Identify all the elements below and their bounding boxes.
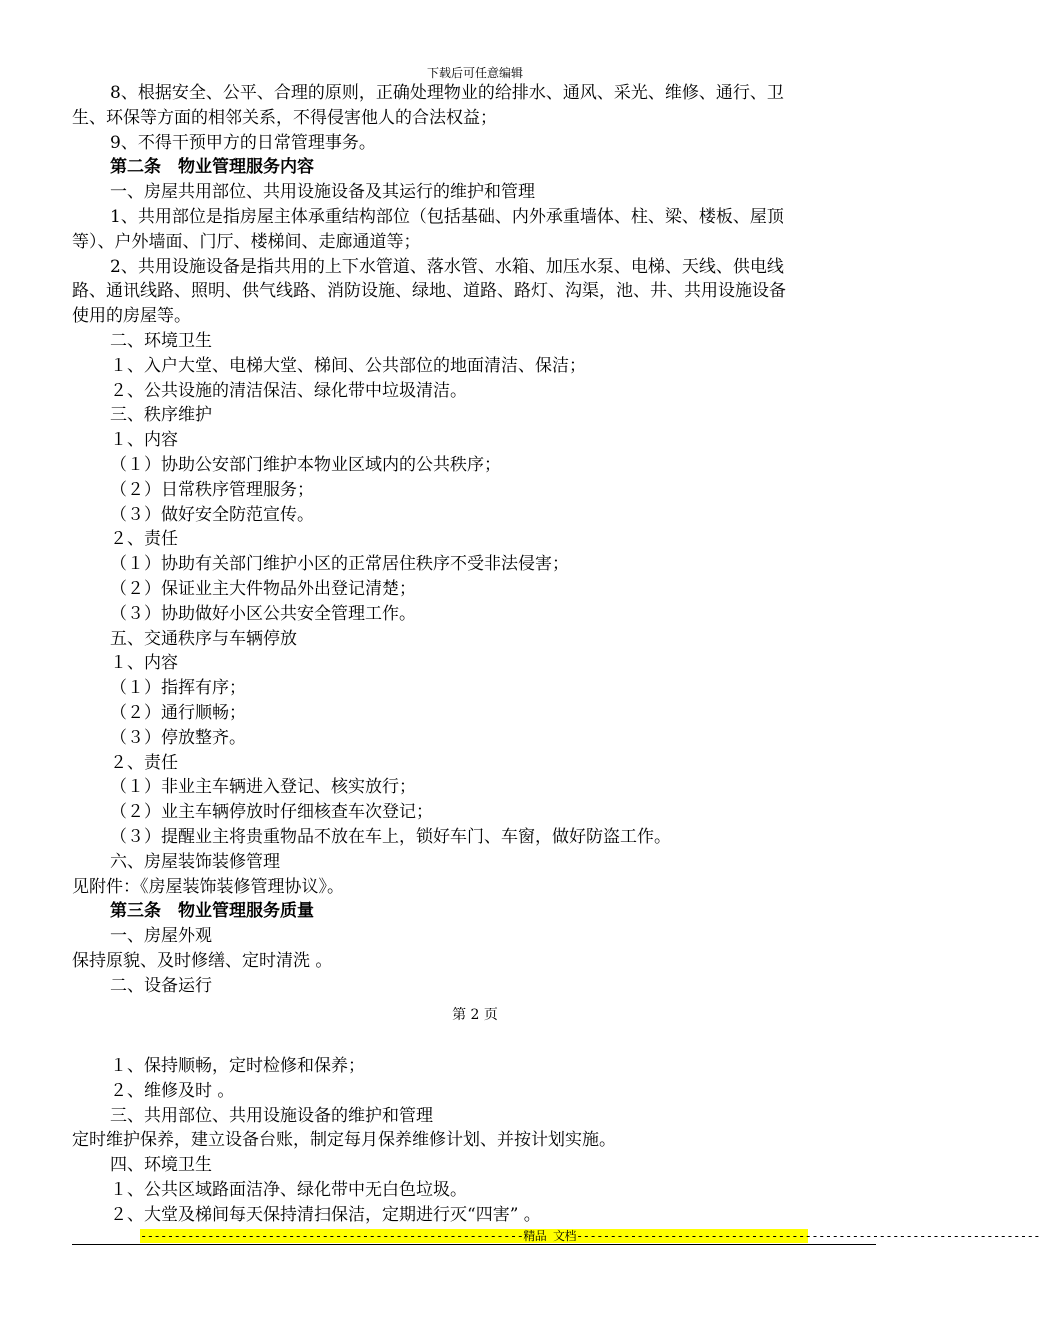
text-line: 二、环境卫生 — [110, 330, 212, 351]
text-line: 三、共用部位、共用设施设备的维护和管理 — [110, 1105, 433, 1126]
text-line: 等）、户外墙面、门厅、楼梯间、走廊通道等； — [72, 231, 421, 252]
text-line: 二、设备运行 — [110, 975, 212, 996]
text-line: １、内容 — [110, 430, 178, 451]
text-line: 2、共用设施设备是指共用的上下水管道、落水管、水箱、加压水泵、电梯、天线、供电线 — [110, 256, 784, 277]
text-line: （３）做好安全防范宣传。 — [110, 504, 314, 525]
text-line: 四、环境卫生 — [110, 1155, 212, 1176]
text-line: 见附件：《房屋装饰装修管理协议》。 — [72, 876, 344, 897]
text-line: ２、维修及时 。 — [110, 1080, 235, 1101]
text-line: 保持原貌、及时修缮、定时清洗 。 — [72, 950, 333, 971]
text-line: 8、根据安全、公平、合理的原则，正确处理物业的给排水、通风、采光、维修、通行、卫 — [110, 83, 784, 103]
text-line: （１）协助有关部门维护小区的正常居住秩序不受非法侵害； — [110, 554, 569, 575]
text-line: 一、房屋共用部位、共用设施设备及其运行的维护和管理 — [110, 182, 535, 203]
text-line: 一、房屋外观 — [110, 926, 212, 947]
text-line: （１）非业主车辆进入登记、核实放行； — [110, 777, 416, 798]
text-line: ２、大堂及梯间每天保持清扫保洁，定期进行灭“四害” 。 — [110, 1204, 541, 1225]
text-line: １、入户大堂、电梯大堂、梯间、公共部位的地面清洁、保洁； — [110, 355, 586, 376]
text-line: （３）提醒业主将贵重物品不放在车上，锁好车门、车窗，做好防盗工作。 — [110, 826, 671, 847]
text-line: 三、秩序维护 — [110, 405, 212, 426]
text-line: １、公共区域路面洁净、绿化带中无白色垃圾。 — [110, 1179, 467, 1200]
text-line: ２、公共设施的清洁保洁、绿化带中垃圾清洁。 — [110, 380, 467, 401]
text-line: （２）通行顺畅； — [110, 702, 246, 723]
text-line: ２、责任 — [110, 529, 178, 550]
text-line: 使用的房屋等。 — [72, 306, 191, 327]
text-line: ２、责任 — [110, 752, 178, 773]
text-line: （１）协助公安部门维护本物业区域内的公共秩序； — [110, 454, 501, 475]
page-number: 第 2 页 — [452, 1007, 498, 1023]
footer-watermark-band: ---------------------------------------------------------精品 文档--------------------------------------------------------------------- — [140, 1229, 1040, 1243]
text-line: 定时维护保养，建立设备台账，制定每月保养维修计划、并按计划实施。 — [72, 1130, 616, 1151]
text-line: 生、环保等方面的相邻关系，不得侵害他人的合法权益； — [72, 107, 497, 128]
text-line: （３）停放整齐。 — [110, 727, 246, 748]
page-1-body — [72, 81, 876, 998]
section-heading: 第三条 物业管理服务质量 — [110, 901, 314, 922]
text-line: 六、房屋装饰装修管理 — [110, 851, 280, 872]
text-line: １、内容 — [110, 653, 178, 674]
text-line: 路、通讯线路、照明、供气线路、消防设施、绿地、道路、路灯、沟渠，池、井、共用设施设备 — [72, 281, 786, 302]
text-line: （２）日常秩序管理服务； — [110, 479, 314, 500]
text-line: 9、不得干预甲方的日常管理事务。 — [110, 132, 376, 153]
text-line: （２）业主车辆停放时仔细核查车次登记； — [110, 802, 433, 823]
text-line: （１）指挥有序； — [110, 678, 246, 699]
page-2-body — [72, 1054, 876, 1228]
text-line: （３）协助做好小区公共安全管理工作。 — [110, 603, 416, 624]
header-note: 下载后可任意编辑 — [426, 66, 523, 80]
section-heading: 第二条 物业管理服务内容 — [110, 157, 314, 178]
text-line: 五、交通秩序与车辆停放 — [110, 628, 297, 649]
text-line: １、保持顺畅，定时检修和保养； — [110, 1056, 365, 1076]
text-line: 1、共用部位是指房屋主体承重结构部位（包括基础、内外承重墙体、柱、梁、楼板、屋顶 — [110, 206, 784, 227]
text-line: （２）保证业主大件物品外出登记清楚； — [110, 578, 416, 599]
footer-rule — [72, 1244, 876, 1245]
